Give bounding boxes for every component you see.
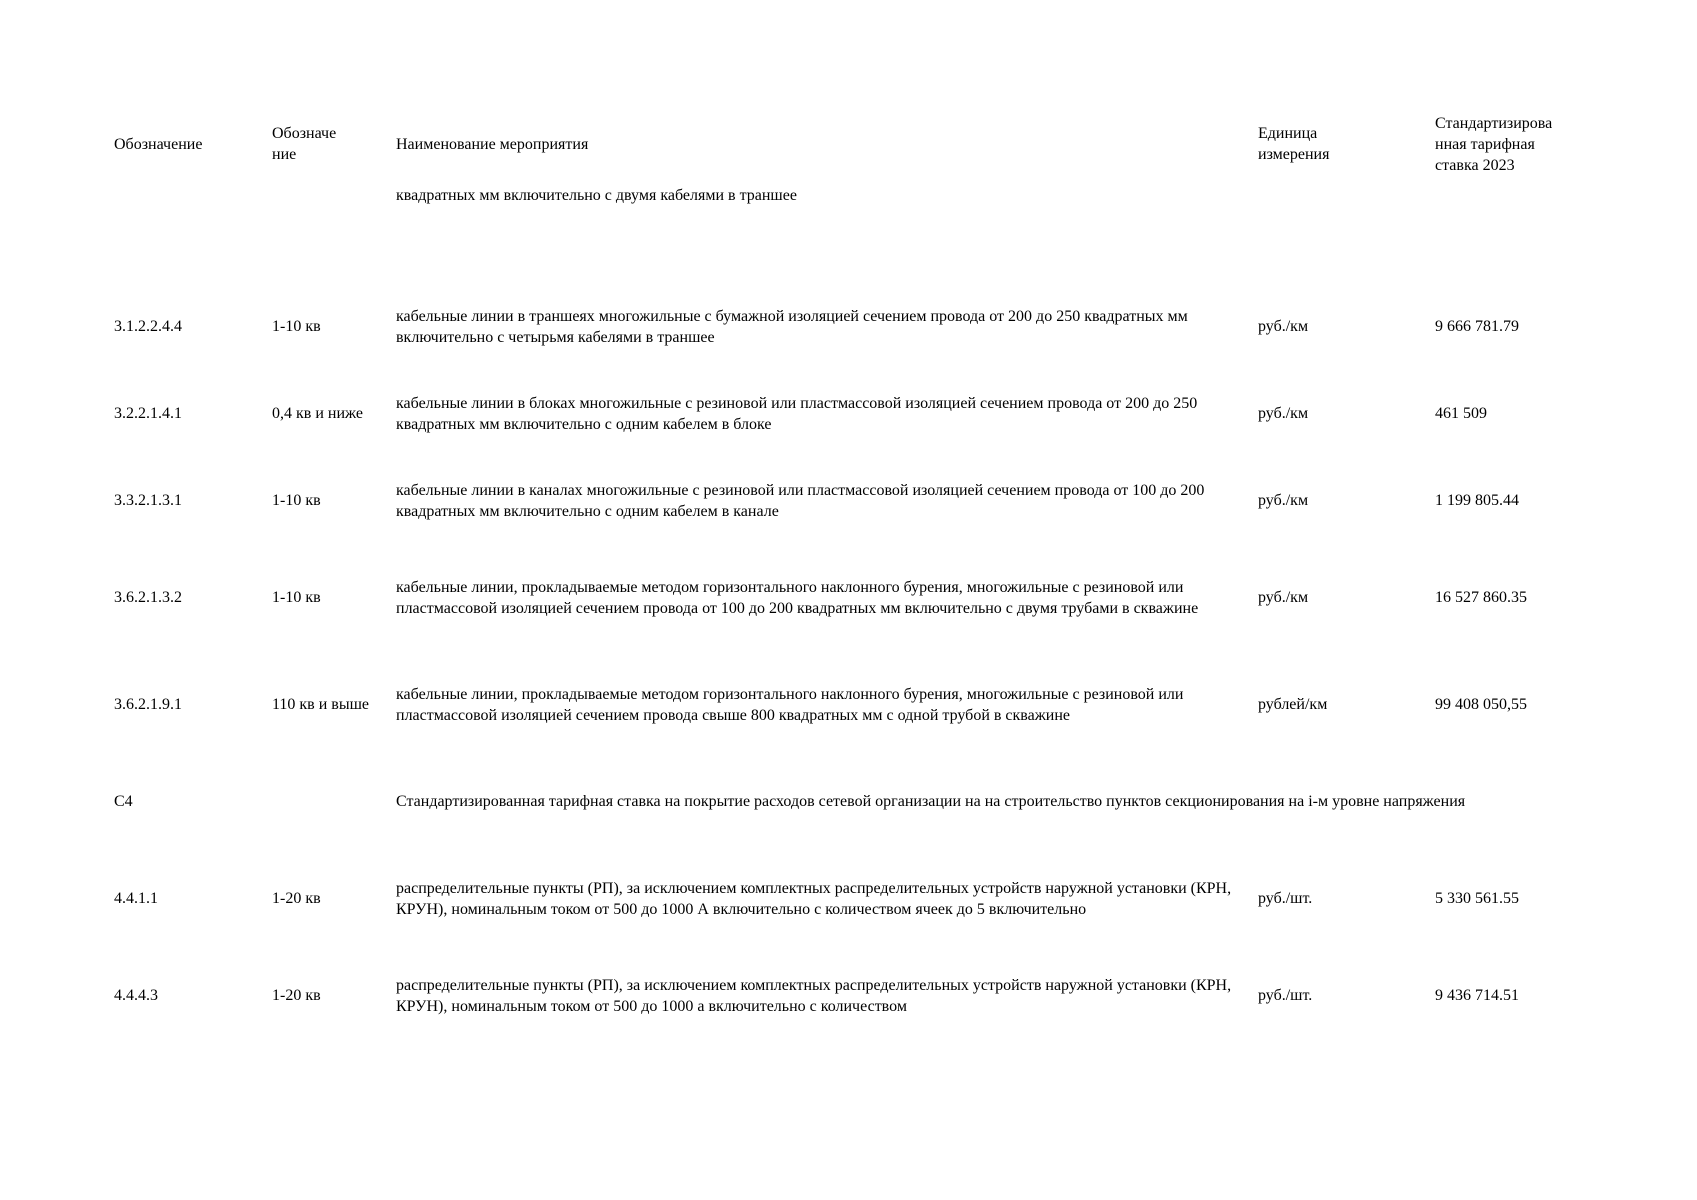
row-rate: 16 527 860.35: [1435, 589, 1527, 606]
row-name: кабельные линии, прокладываемые методом горизонтального наклонного бурения, многожильные с резиновой или пластмассовой изоляцией сечением провода от 100 до 200 квадратных мм включительно с двумя трубами в скважине: [396, 578, 1199, 617]
table-row: [114, 651, 1604, 758]
row-code: 3.6.2.1.9.1: [114, 696, 182, 713]
row-unit: руб./км: [1258, 318, 1309, 335]
table-row: [114, 457, 1604, 544]
row-name: кабельные линии в блоках многожильные с резиновой или пластмассовой изоляцией сечением провода от 200 до 250 квадратных мм включительно с одним кабелем в блоке: [396, 394, 1198, 433]
header-rate: Стандартизирова нная тарифная ставка 2023: [1435, 114, 1553, 174]
row-rate: 99 408 050,55: [1435, 696, 1527, 713]
row-unit: руб./км: [1258, 589, 1309, 606]
section-code: С4: [114, 793, 133, 810]
row-voltage: 1-10 кв: [272, 589, 321, 606]
table-row: [114, 544, 1604, 651]
table-row: [114, 845, 1604, 952]
row-rate: 1 199 805.44: [1435, 492, 1519, 509]
row-name: распределительные пункты (РП), за исключением комплектных распределительных устройств наружной установки (КРН, КРУН), номинальным током от 500 до 1000 а включительно с количеством: [396, 976, 1232, 1015]
row-code: 3.2.2.1.4.1: [114, 405, 182, 422]
row-voltage: 1-10 кв: [272, 318, 321, 335]
row-voltage: 110 кв и выше: [272, 696, 370, 713]
row-unit: руб./км: [1258, 492, 1309, 509]
row-name: кабельные линии в траншеях многожильные с бумажной изоляцией сечением провода от 200 до 250 квадратных мм включительно с четырьмя кабелями в траншее: [396, 307, 1188, 346]
table-row-section: [114, 758, 1604, 845]
tariff-table: [114, 112, 1604, 1039]
section-name: Стандартизированная тарифная ставка на покрытие расходов сетевой организации на на строительство пунктов секционирования на i-м уровне напряжения: [396, 793, 1466, 810]
row-rate: 5 330 561.55: [1435, 890, 1519, 907]
header-designation: Обозначение: [114, 135, 203, 153]
row-code: 3.3.2.1.3.1: [114, 492, 182, 509]
row-unit: руб./км: [1258, 405, 1309, 422]
row-rate: 461 509: [1435, 405, 1487, 422]
header-name: Наименование мероприятия: [396, 135, 589, 153]
row-unit: рублей/км: [1258, 696, 1328, 713]
row-name: квадратных мм включительно с двумя кабелями в траншее: [396, 187, 797, 204]
row-voltage: 1-10 кв: [272, 492, 321, 509]
table-row: [114, 370, 1604, 457]
row-code: 4.4.4.3: [114, 987, 158, 1004]
row-code: 3.1.2.2.4.4: [114, 318, 182, 335]
table-row: [114, 283, 1604, 370]
header-voltage: Обозначе ние: [272, 125, 337, 163]
header-unit: Единица измерения: [1258, 125, 1330, 163]
row-name: кабельные линии, прокладываемые методом горизонтального наклонного бурения, многожильные с резиновой или пластмассовой изоляцией сечением провода свыше 800 квадратных мм с одной трубой в скважине: [396, 685, 1184, 724]
row-voltage: 1-20 кв: [272, 890, 321, 907]
row-name: кабельные линии в каналах многожильные с резиновой или пластмассовой изоляцией сечением провода от 100 до 200 квадратных мм включительно с одним кабелем в канале: [396, 481, 1205, 520]
row-name: распределительные пункты (РП), за исключением комплектных распределительных устройств наружной установки (КРН, КРУН), номинальным током от 500 до 1000 А включительно с количеством ячеек до 5 включительно: [396, 879, 1232, 918]
table-header-row: [114, 112, 1604, 176]
row-voltage: 1-20 кв: [272, 987, 321, 1004]
row-unit: руб./шт.: [1258, 890, 1313, 907]
row-code: 4.4.1.1: [114, 890, 158, 907]
row-rate: 9 436 714.51: [1435, 987, 1519, 1004]
table-row: [114, 952, 1604, 1039]
row-code: 3.6.2.1.3.2: [114, 589, 182, 606]
row-rate: 9 666 781.79: [1435, 318, 1519, 335]
table-row-continuation: [114, 176, 1604, 283]
row-voltage: 0,4 кв и ниже: [272, 405, 363, 422]
row-unit: руб./шт.: [1258, 987, 1313, 1004]
